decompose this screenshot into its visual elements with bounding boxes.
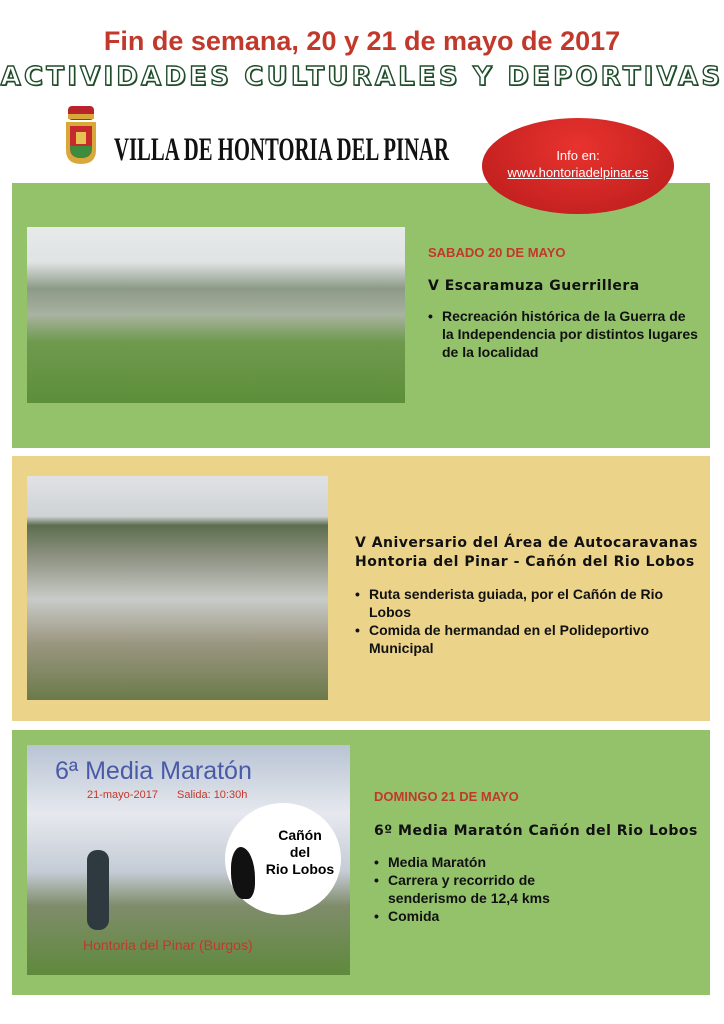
escaramuza-photo bbox=[27, 227, 405, 403]
event-date: DOMINGO 21 DE MAYO bbox=[374, 789, 519, 804]
event-bullets bbox=[428, 307, 698, 361]
bullet: • Media Maratón bbox=[374, 853, 604, 871]
event-date: SABADO 20 DE MAYO bbox=[428, 245, 566, 260]
logo-text: Rio Lobos bbox=[265, 861, 335, 877]
info-label: Info en: bbox=[556, 148, 600, 163]
event-panel-escaramuza bbox=[12, 183, 710, 448]
bullet: • Recreación histórica de la Guerra de la Independencia por distintos lugares de la localidad bbox=[428, 307, 698, 361]
website-link[interactable]: www.hontoriadelpinar.es bbox=[507, 165, 649, 180]
event-bullets bbox=[374, 853, 604, 925]
subtitle-heading: ACTIVIDADES CULTURALES Y DEPORTIVAS bbox=[0, 62, 724, 92]
poster-time: Salida: 10:30h bbox=[177, 789, 248, 801]
event-bullets bbox=[355, 585, 695, 657]
bullet: • Comida bbox=[374, 907, 604, 925]
date-heading: Fin de semana, 20 y 21 de mayo de 2017 bbox=[103, 26, 621, 56]
autocaravanas-photo bbox=[27, 476, 328, 700]
poster-date: 21-mayo-2017 bbox=[87, 789, 158, 801]
rio-lobos-logo bbox=[225, 803, 341, 915]
wolf-icon bbox=[231, 847, 255, 899]
event-panel-autocaravanas bbox=[12, 456, 710, 721]
maraton-poster bbox=[27, 745, 350, 975]
info-badge bbox=[482, 118, 674, 214]
logo-text: Cañón bbox=[278, 827, 322, 843]
bullet: • Carrera y recorrido de senderismo de 12,4 kms bbox=[374, 871, 604, 907]
event-panel-maraton bbox=[12, 730, 710, 995]
bullet: • Ruta senderista guiada, por el Cañón de Rio Lobos bbox=[355, 585, 695, 621]
poster-title: 6ª Media Maratón bbox=[55, 757, 252, 785]
coat-of-arms-icon bbox=[64, 104, 98, 166]
poster-place: Hontoria del Pinar (Burgos) bbox=[83, 937, 253, 953]
logo-text: del bbox=[289, 844, 311, 860]
village-name-wrapper bbox=[114, 126, 454, 168]
village-name: VILLA DE HONTORIA DEL PINAR bbox=[114, 132, 450, 168]
runner-figure bbox=[87, 850, 109, 930]
event-title-line2: Hontoria del Pinar - Cañón del Rio Lobos bbox=[355, 554, 695, 570]
event-title-line1: V Aniversario del Área de Autocaravanas bbox=[355, 535, 698, 551]
event-title: V Escaramuza Guerrillera bbox=[428, 278, 640, 294]
event-title: 6º Media Maratón Cañón del Rio Lobos bbox=[374, 823, 698, 839]
bullet: • Comida de hermandad en el Polideportivo Municipal bbox=[355, 621, 695, 657]
